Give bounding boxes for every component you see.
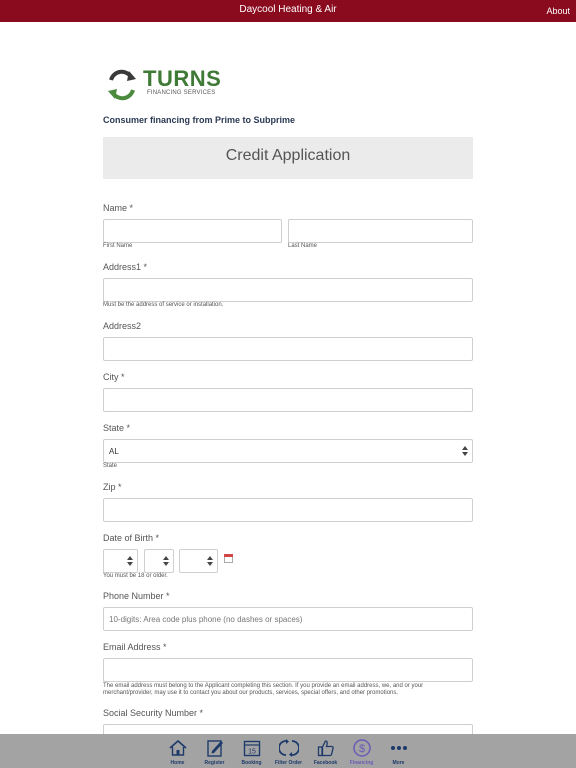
calendar-badge: 15	[247, 748, 256, 756]
address2-input[interactable]	[103, 337, 473, 361]
first-name-input[interactable]	[103, 219, 282, 243]
address1-hint: Must be the address of service or installation.	[103, 302, 224, 308]
email-label: Email Address *	[103, 642, 167, 652]
last-name-input[interactable]	[288, 219, 473, 243]
dob-month-select[interactable]	[103, 549, 138, 573]
name-label: Name *	[103, 203, 134, 213]
dob-day-select[interactable]	[144, 549, 174, 573]
tab-home[interactable]	[159, 736, 196, 766]
address1-input[interactable]	[103, 278, 473, 302]
tab-label: Financing	[349, 760, 374, 766]
calendar-icon[interactable]	[224, 554, 233, 563]
select-arrows-icon	[127, 555, 133, 567]
ssn-label: Social Security Number *	[103, 708, 204, 718]
tab-register[interactable]	[196, 736, 233, 766]
register-icon	[205, 738, 225, 758]
state-hint: State	[103, 463, 118, 469]
tab-label: Home	[170, 760, 185, 766]
tab-filter-order[interactable]	[270, 736, 307, 766]
app-title: Daycool Heating & Air	[239, 4, 337, 15]
last-name-hint: Last Name	[288, 243, 318, 249]
city-input[interactable]	[103, 388, 473, 412]
dob-label: Date of Birth *	[103, 533, 160, 543]
email-input[interactable]	[103, 658, 473, 682]
email-hint: The email address must belong to the Applicant completing this section. If you provide an email address, we, and or your merchant/provider, may use it to contact you about our products, services, special offers, and other promotions.	[103, 683, 424, 696]
home-icon	[168, 738, 188, 758]
page-title: Credit Application	[225, 147, 351, 164]
tab-financing[interactable]	[343, 736, 380, 766]
tab-label: More	[392, 760, 405, 766]
phone-input[interactable]	[103, 607, 473, 631]
city-label: City *	[103, 372, 125, 382]
first-name-hint: First Name	[103, 243, 133, 249]
about-link[interactable]: About	[546, 6, 570, 16]
tagline: Consumer financing from Prime to Subprime	[103, 115, 296, 125]
tab-label: Register	[204, 760, 225, 766]
dollar-icon	[352, 738, 372, 758]
select-arrows-icon	[207, 555, 213, 567]
address2-label: Address2	[103, 321, 142, 331]
address1-label: Address1 *	[103, 262, 148, 272]
select-arrows-icon	[462, 445, 468, 457]
tab-label: Facebook	[313, 760, 338, 766]
svg-text:$: $	[358, 743, 365, 755]
state-selected-value: AL	[109, 447, 119, 456]
bottom-tab-bar	[0, 734, 576, 768]
tab-booking[interactable]	[233, 736, 270, 766]
tab-label: Filter Order	[274, 760, 303, 766]
logo-wordmark: TURNS	[143, 66, 222, 91]
dob-year-select[interactable]	[179, 549, 218, 573]
select-arrows-icon	[163, 555, 169, 567]
phone-label: Phone Number *	[103, 591, 170, 601]
more-icon	[389, 738, 409, 758]
turns-logo	[105, 66, 225, 106]
zip-input[interactable]	[103, 498, 473, 522]
thumbs-up-icon	[316, 738, 336, 758]
recycle-arrows-icon	[105, 68, 139, 102]
top-navigation-bar	[0, 0, 576, 22]
form-header	[103, 137, 473, 179]
calendar-icon	[242, 738, 262, 758]
state-select[interactable]	[103, 439, 473, 463]
filter-icon	[279, 738, 299, 758]
logo-subtitle: FINANCING SERVICES	[147, 90, 216, 96]
tab-more[interactable]	[380, 736, 417, 766]
zip-label: Zip *	[103, 482, 122, 492]
state-label: State *	[103, 423, 131, 433]
dob-hint: You must be 18 or older.	[103, 573, 168, 579]
tab-label: Booking	[241, 760, 262, 766]
phone-placeholder: 10-digits: Area code plus phone (no dashes or spaces)	[109, 615, 303, 624]
